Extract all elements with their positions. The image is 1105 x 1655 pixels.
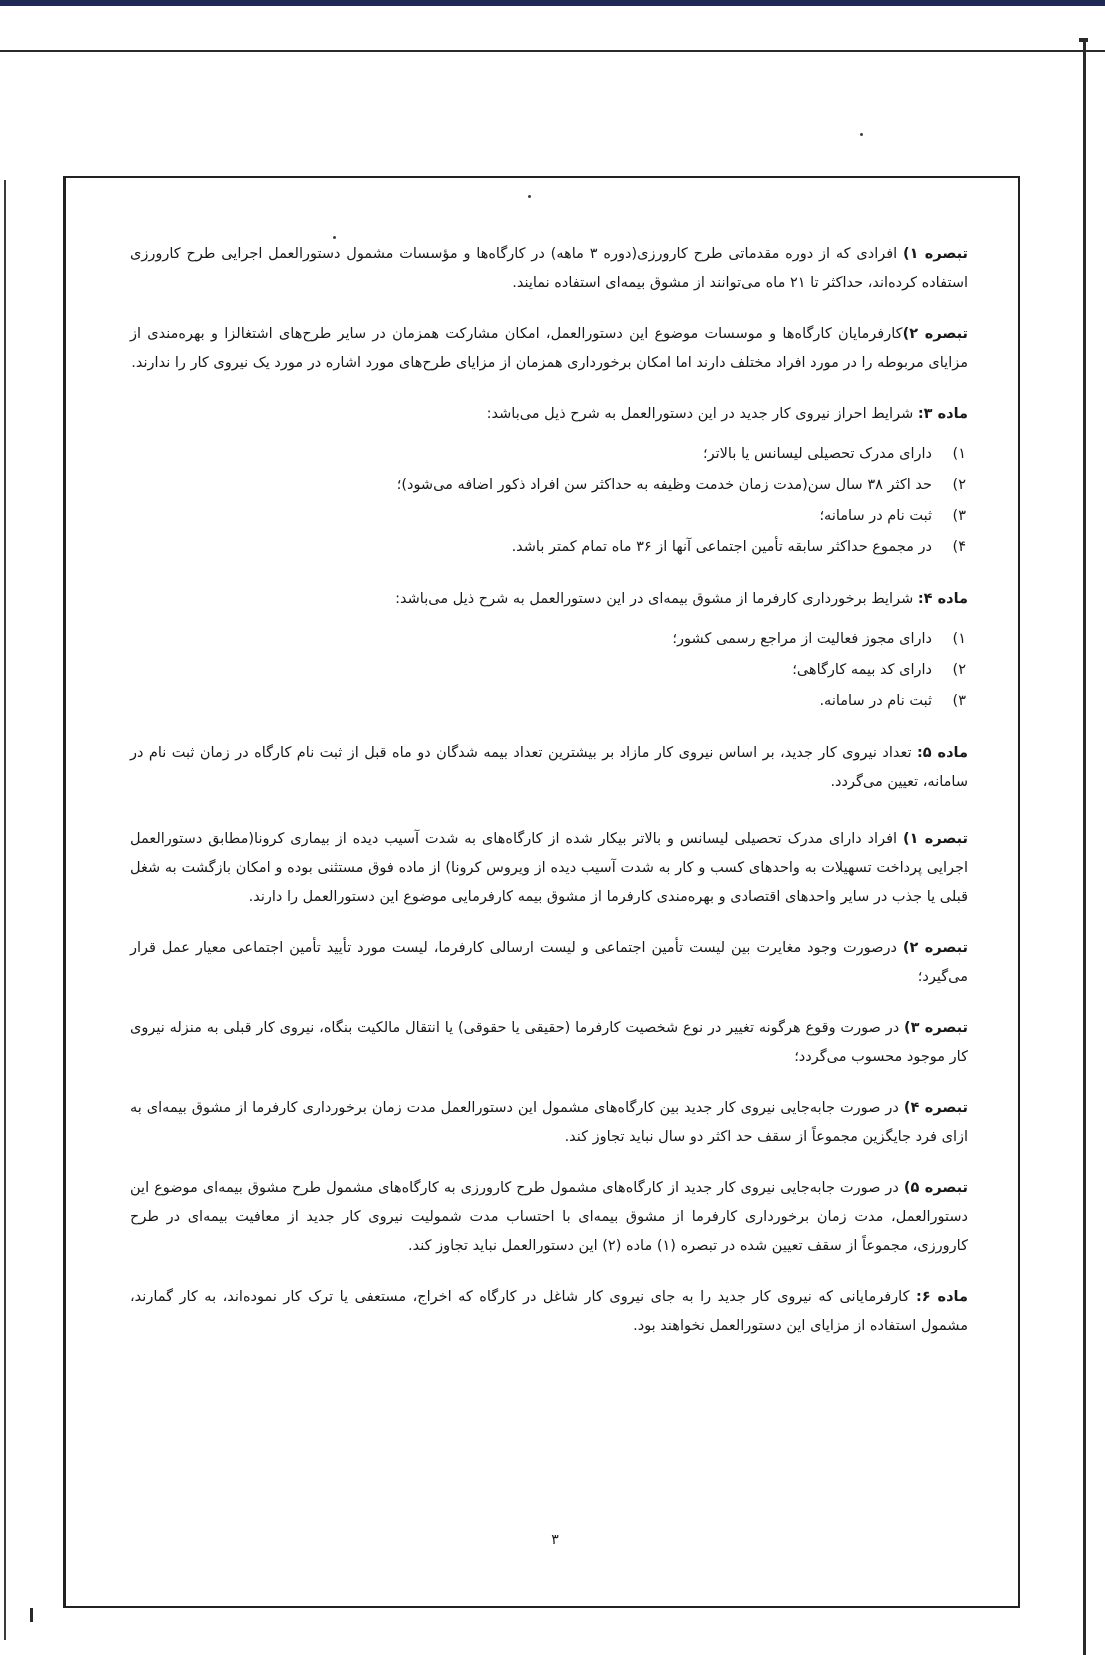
list-item-number: ۱) [952,446,966,462]
list-item [130,439,968,470]
article-4-label: ماده ۴: [917,591,968,607]
article-6-label: ماده ۶: [915,1289,968,1305]
article-4-heading [130,585,968,614]
article-5-note-1-text: افراد دارای مدرک تحصیلی لیسانس و بالاتر بیکار شده از کارگاه‌های به شدت آسیب دیده از بیماری کرونا(مطابق دستورالعمل اجرایی پرداخت تسهیلات به واحدهای کسب و کار به شدت آسیب دیده از ویروس کرونا) از ماده فوق مستثنی بوده و امکان بازگشت به شغل قبلی یا جذب در سایر واحدهای اقتصادی و بهره‌مندی کارفرما از مشوق بیمه کارفرمایی موضوع این دستورالعمل را دارند. [130,831,968,905]
list-item-text: دارای مجوز فعالیت از مراجع رسمی کشور؛ [672,631,932,647]
article-6-text: کارفرمایانی که نیروی کار جدید را به جای نیروی کار شاغل در کارگاه که اخراج، مستعفی یا ترک کار نموده‌اند، به کار گمارند، مشمول استفاده از مزایای این دستورالعمل نخواهند بود. [130,1289,968,1334]
document-body [130,240,968,1341]
article-5-note-3-text: در صورت وقوع هرگونه تغییر در نوع شخصیت کارفرما (حقیقی یا حقوقی) یا انتقال مالکیت بنگاه، نیروی کار قبلی به منزله نیروی کار موجود محسوب می‌گردد؛ [130,1020,968,1065]
list-item-number: ۱) [952,631,966,647]
list-item [130,655,968,686]
note-1-label: تبصره ۱) [903,246,969,262]
article-4-text: شرایط برخورداری کارفرما از مشوق بیمه‌ای در این دستورالعمل به شرح ذیل می‌باشد: [395,591,918,607]
article-5-label: ماده ۵: [916,745,968,761]
scan-left-bottom-mark [30,1608,33,1622]
note-1-text: افرادی که از دوره مقدماتی طرح کارورزی(دوره ۳ ماهه) در کارگاه‌ها و مؤسسات مشمول دستورالعمل اجرایی طرح کارورزی استفاده کرده‌اند، حداکثر تا ۲۱ ماه می‌توانند از مشوق بیمه‌ای استفاده نمایند. [130,246,968,291]
list-item-number: ۲) [952,662,966,678]
article-5-text: تعداد نیروی کار جدید، بر اساس نیروی کار مازاد بر بیشترین تعداد بیمه شدگان دو ماه قبل از ثبت نام کارگاه در زمان ثبت نام در سامانه، تعیین می‌گردد. [130,745,968,790]
article-5-paragraph [130,739,968,797]
scan-speck [860,133,863,136]
list-item-number: ۲) [952,477,966,493]
article-5-note-4-text: در صورت جابه‌جایی نیروی کار جدید بین کارگاه‌های مشمول این دستورالعمل مدت زمان برخورداری کارفرما از مشوق بیمه‌ای به ازای فرد جایگزین مجموعاً از سقف حد اکثر دو سال نباید تجاوز کند. [130,1100,968,1145]
article-3-label: ماده ۳: [917,406,968,422]
list-item-text: ثبت نام در سامانه؛ [819,508,932,524]
article-4-list [130,624,968,717]
list-item-text: ثبت نام در سامانه. [819,693,932,709]
note-1-paragraph [130,240,968,298]
list-item [130,470,968,501]
article-5-note-2-paragraph [130,934,968,992]
list-item [130,686,968,717]
article-5-note-3-label: تبصره ۳) [904,1020,968,1036]
page-number: ۳ [551,1532,559,1548]
article-5-note-5-text: در صورت جابه‌جایی نیروی کار جدید از کارگاه‌های مشمول طرح کارورزی به کارگاه‌های مشمول طرح مشوق بیمه‌ای موضوع این دستورالعمل، مدت زمان برخورداری کارفرما از مشوق بیمه‌ای با احتساب مدت شمولیت نیروی کار جدید از معافیت بیمه‌ای در طرح کارورزی، مجموعاً از سقف تعیین شده در تبصره (۱) ماده (۲) این دستورالعمل نباید تجاوز کند. [130,1180,968,1254]
article-3-text: شرایط احراز نیروی کار جدید در این دستورالعمل به شرح ذیل می‌باشد: [486,406,918,422]
article-6-paragraph [130,1283,968,1341]
note-2-text: کارفرمایان کارگاه‌ها و موسسات موضوع این دستورالعمل، امکان مشارکت همزمان در سایر طرح‌های اشتغالزا و بهره‌مندی از مزایای مربوطه را در مورد افراد مختلف دارند اما امکان برخورداری همزمان از مزایای طرح‌های مورد اشاره در مورد یک نیروی کار را ندارند. [130,326,968,371]
scan-right-tick [1079,38,1088,42]
list-item-number: ۳) [952,508,966,524]
list-item-number: ۴) [952,539,966,555]
note-2-label: تبصره ۲) [902,326,968,342]
article-5-note-3-paragraph [130,1014,968,1072]
scan-right-edge [1083,38,1086,1655]
article-3-list [130,439,968,563]
list-item-text: حد اکثر ۳۸ سال سن(مدت زمان خدمت وظیفه به حداکثر سن افراد ذکور اضافه می‌شود)؛ [396,477,932,493]
scan-top-line [0,50,1105,52]
article-5-note-1-paragraph [130,825,968,912]
scan-left-edge [4,180,6,1640]
scan-top-bar [0,0,1105,6]
list-item-text: در مجموع حداکثر سابقه تأمین اجتماعی آنها از ۳۶ ماه تمام کمتر باشد. [511,539,932,555]
list-item-number: ۳) [952,693,966,709]
list-item-text: دارای کد بیمه کارگاهی؛ [792,662,932,678]
article-5-note-2-label: تبصره ۲) [902,940,968,956]
article-5-note-4-paragraph [130,1094,968,1152]
article-5-note-5-paragraph [130,1174,968,1261]
note-2-paragraph [130,320,968,378]
article-5-note-5-label: تبصره ۵) [903,1180,969,1196]
list-item [130,532,968,563]
list-item [130,501,968,532]
article-5-note-1-label: تبصره ۱) [902,831,968,847]
list-item-text: دارای مدرک تحصیلی لیسانس یا بالاتر؛ [703,446,932,462]
article-3-heading [130,400,968,429]
article-5-note-2-text: درصورت وجود مغایرت بین لیست تأمین اجتماعی و لیست ارسالی کارفرما، لیست مورد تأیید تأمین اجتماعی معیار عمل قرار می‌گیرد؛ [130,940,968,985]
article-5-note-4-label: تبصره ۴) [903,1100,969,1116]
list-item [130,624,968,655]
